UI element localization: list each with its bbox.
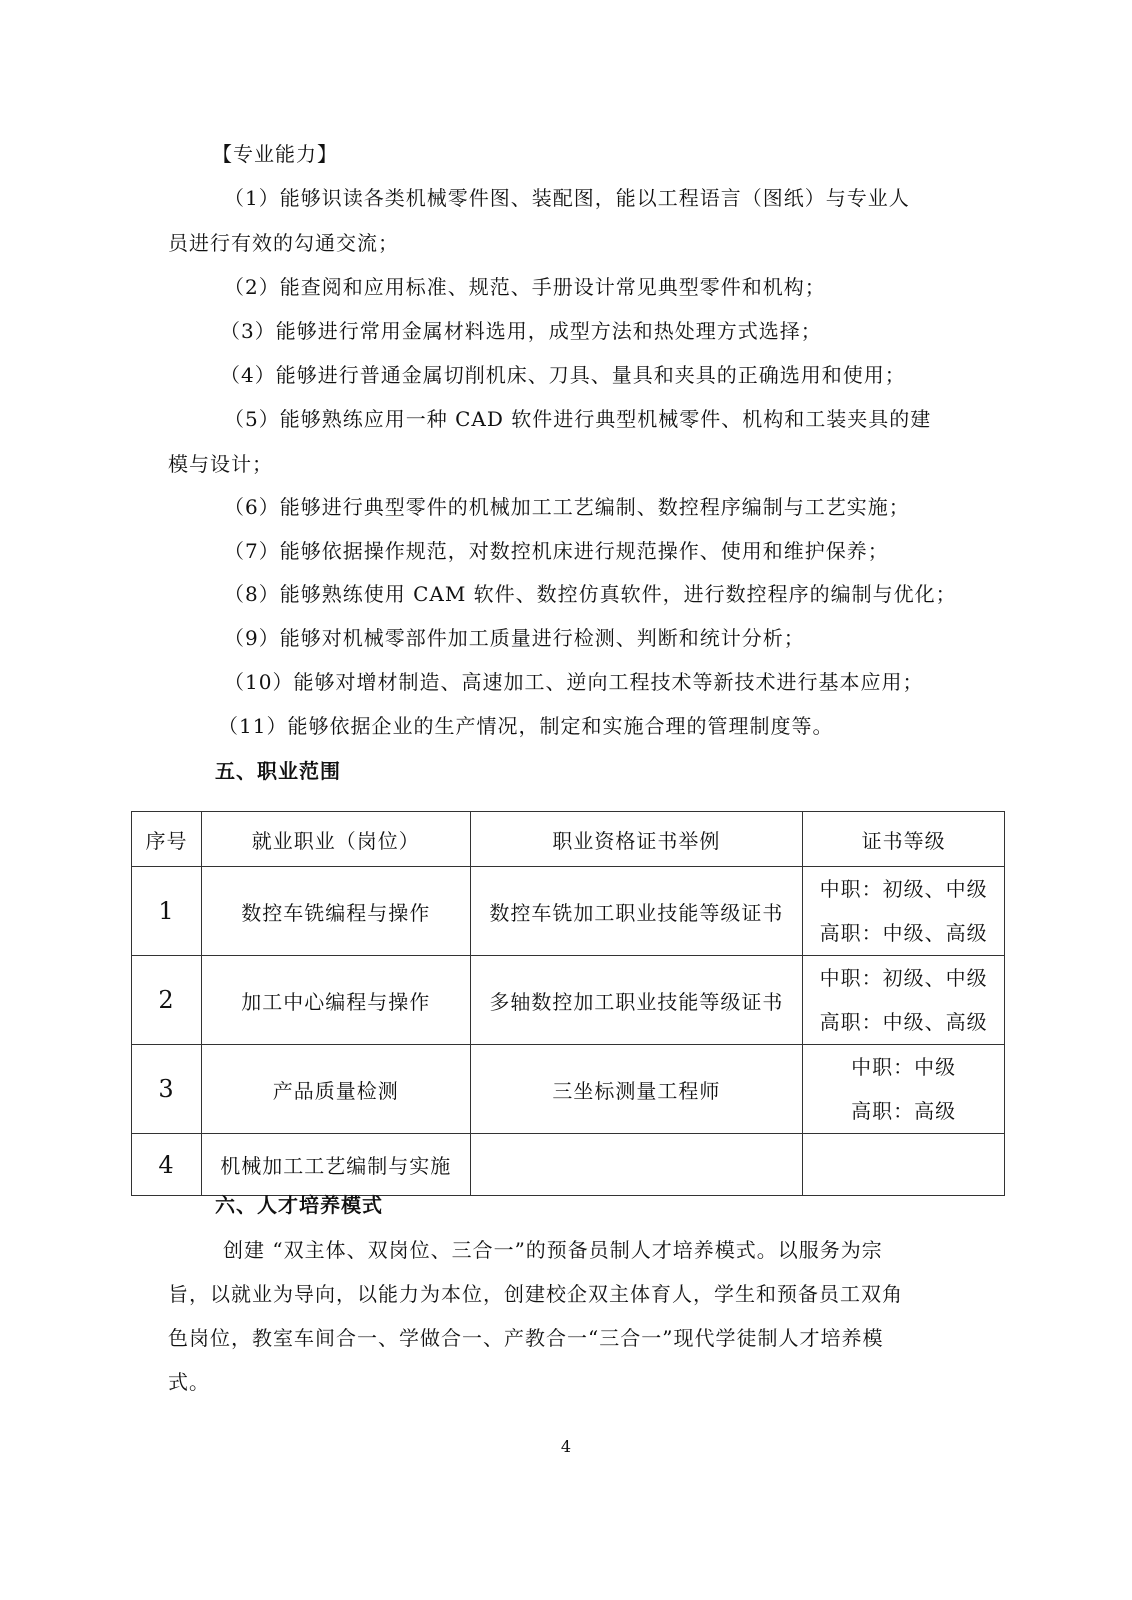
- ability-line-8: （8）能够熟练使用 CAM 软件、数控仿真软件，进行数控程序的编制与优化；: [224, 582, 957, 606]
- level-higher: 高职：高级: [851, 1099, 957, 1123]
- row-no: 4: [132, 1134, 202, 1196]
- ability-line-4: （4）能够进行普通金属切削机床、刀具、量具和夹具的正确选用和使用；: [220, 363, 906, 387]
- six-line-4: 式。: [168, 1370, 210, 1394]
- row-job: 数控车铣编程与操作: [201, 867, 470, 956]
- level-secondary: 中职：中级: [851, 1055, 957, 1079]
- ability-line-6: （6）能够进行典型零件的机械加工工艺编制、数控程序编制与工艺实施；: [224, 495, 910, 519]
- ability-line-1-cont: 员进行有效的勾通交流；: [168, 231, 399, 255]
- row-cert: 数控车铣加工职业技能等级证书: [470, 867, 803, 956]
- header-cert: 职业资格证书举例: [470, 812, 803, 867]
- ability-line-5-cont: 模与设计；: [168, 452, 273, 476]
- header-level: 证书等级: [803, 812, 1005, 867]
- table-header-row: [132, 812, 1005, 867]
- section-six-heading: 六、人才培养模式: [215, 1193, 383, 1217]
- row-level: [803, 1134, 1005, 1196]
- page-number: 4: [560, 1437, 572, 1456]
- row-level: [803, 867, 1005, 956]
- row-level: [803, 956, 1005, 1045]
- ability-line-9: （9）能够对机械零部件加工质量进行检测、判断和统计分析；: [224, 626, 805, 650]
- row-no: 3: [132, 1045, 202, 1134]
- row-job: 机械加工工艺编制与实施: [201, 1134, 470, 1196]
- row-cert: 多轴数控加工职业技能等级证书: [470, 956, 803, 1045]
- table-row: [132, 1045, 1005, 1134]
- career-table: [131, 811, 1005, 1196]
- ability-line-10: （10）能够对增材制造、高速加工、逆向工程技术等新技术进行基本应用；: [224, 670, 924, 694]
- level-higher: 高职：中级、高级: [819, 1010, 988, 1034]
- level-higher: 高职：中级、高级: [819, 921, 988, 945]
- six-line-2: 旨，以就业为导向，以能力为本位，创建校企双主体育人，学生和预备员工双角: [168, 1282, 903, 1306]
- header-job: 就业职业（岗位）: [201, 812, 470, 867]
- row-no: 2: [132, 956, 202, 1045]
- ability-line-3: （3）能够进行常用金属材料选用，成型方法和热处理方式选择；: [220, 319, 822, 343]
- six-line-3: 色岗位，教室车间合一、学做合一、产教合一“三合一”现代学徒制人才培养模: [168, 1326, 884, 1350]
- ability-line-1: （1）能够识读各类机械零件图、装配图，能以工程语言（图纸）与专业人: [224, 186, 910, 210]
- ability-line-11: （11）能够依据企业的生产情况，制定和实施合理的管理制度等。: [218, 714, 834, 738]
- row-job: 产品质量检测: [201, 1045, 470, 1134]
- header-no: 序号: [132, 812, 202, 867]
- section-five-heading: 五、职业范围: [215, 759, 341, 783]
- table-row: [132, 956, 1005, 1045]
- row-cert: 三坐标测量工程师: [470, 1045, 803, 1134]
- table-row: [132, 1134, 1005, 1196]
- level-secondary: 中职：初级、中级: [819, 966, 988, 990]
- six-line-1: 创建 “双主体、双岗位、三合一”的预备员制人才培养模式。以服务为宗: [223, 1238, 883, 1262]
- row-job: 加工中心编程与操作: [201, 956, 470, 1045]
- ability-line-7: （7）能够依据操作规范，对数控机床进行规范操作、使用和维护保养；: [224, 539, 889, 563]
- row-level: [803, 1045, 1005, 1134]
- ability-line-5: （5）能够熟练应用一种 CAD 软件进行典型机械零件、机构和工装夹具的建: [224, 407, 932, 431]
- ability-line-2: （2）能查阅和应用标准、规范、手册设计常见典型零件和机构；: [224, 275, 826, 299]
- row-cert: [470, 1134, 803, 1196]
- row-no: 1: [132, 867, 202, 956]
- level-secondary: 中职：初级、中级: [819, 877, 988, 901]
- table-row: [132, 867, 1005, 956]
- ability-title: 【专业能力】: [212, 142, 338, 166]
